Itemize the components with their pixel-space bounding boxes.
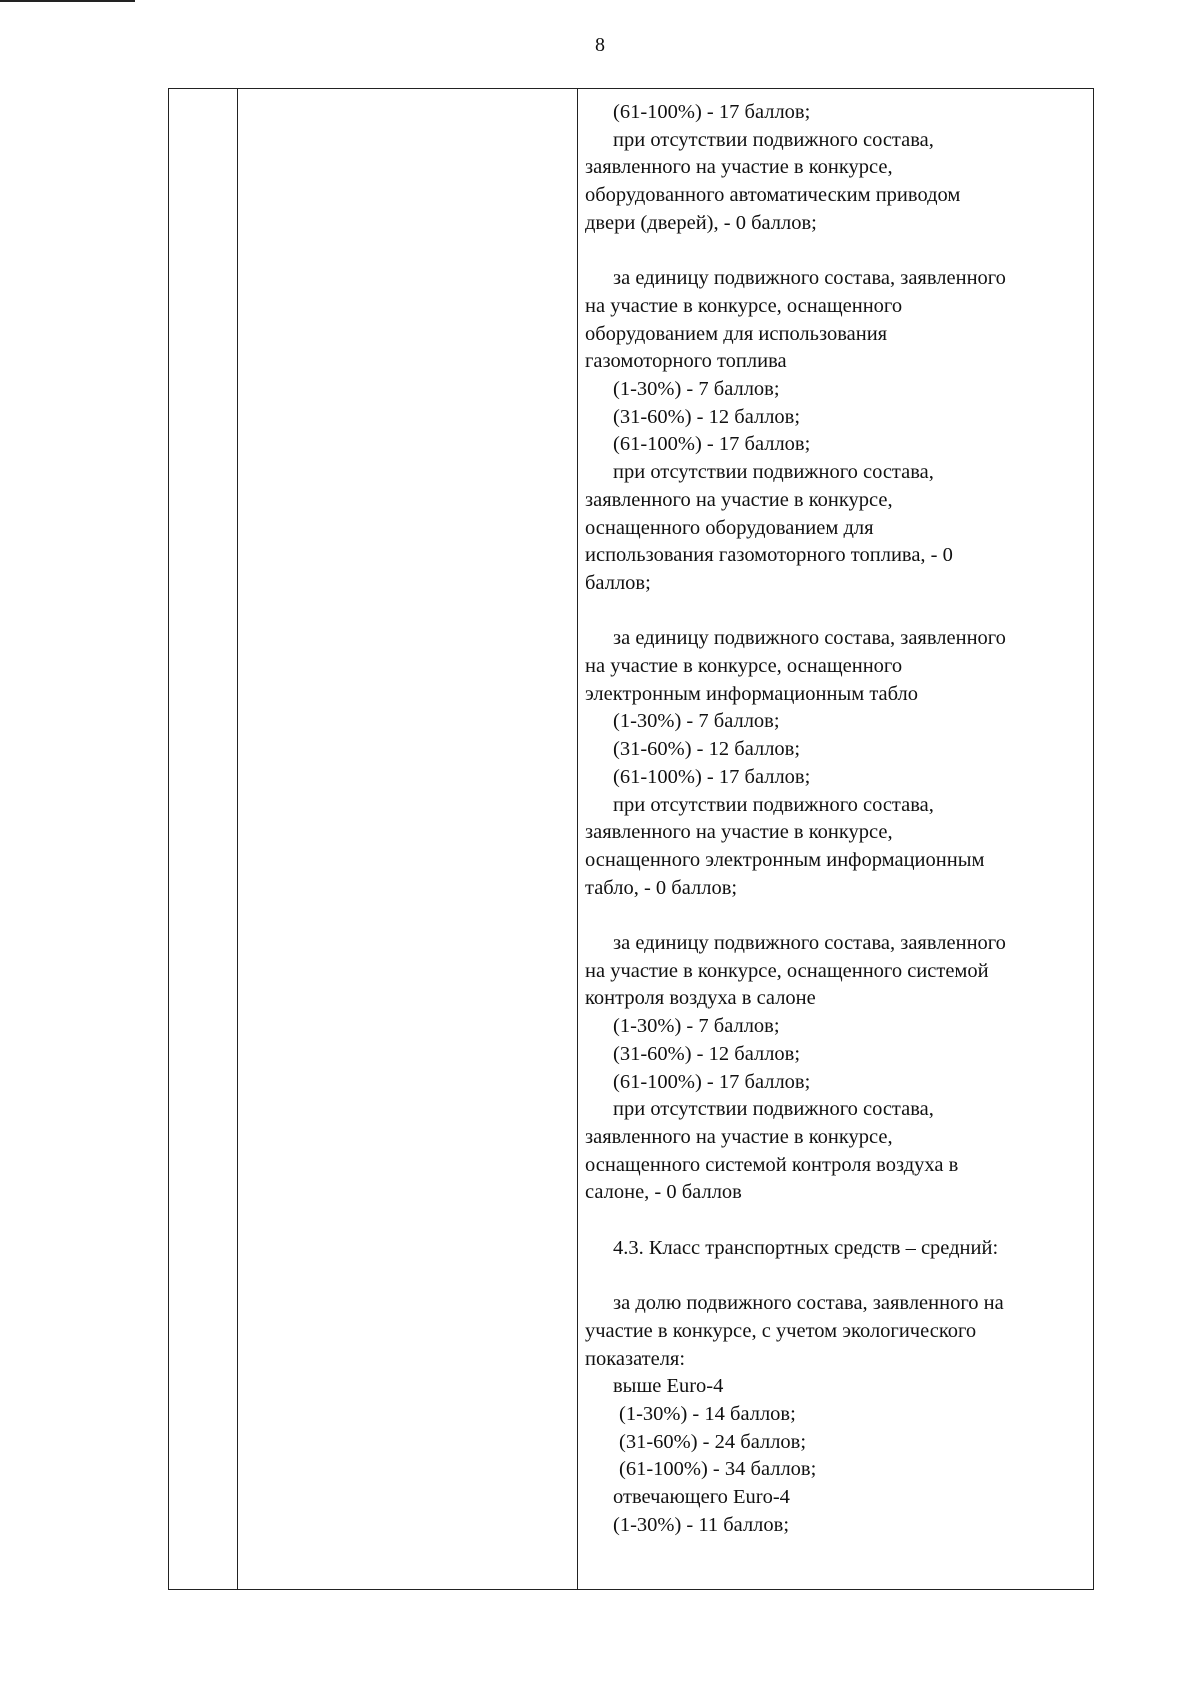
- text-line: при отсутствии подвижного состава,: [613, 793, 934, 816]
- text-line: (1-30%) - 7 баллов;: [613, 710, 780, 733]
- text-line: выше Euro-4: [613, 1375, 724, 1398]
- text-line: (31-60%) - 12 баллов;: [613, 405, 801, 428]
- text-line: (31-60%) - 24 баллов;: [619, 1430, 807, 1453]
- text-line: (31-60%) - 12 баллов;: [613, 1042, 801, 1065]
- text-line: заявленного на участие в конкурсе,: [585, 156, 893, 179]
- text-line: (1-30%) - 14 баллов;: [619, 1402, 796, 1425]
- text-line: салоне, - 0 баллов: [585, 1181, 742, 1204]
- text-line: оснащенного оборудованием для: [585, 516, 874, 539]
- text-line: (61-100%) - 17 баллов;: [613, 433, 811, 456]
- text-line: баллов;: [585, 571, 651, 594]
- text-line: (31-60%) - 12 баллов;: [613, 738, 801, 761]
- text-line: на участие в конкурсе, оснащенного: [585, 655, 903, 678]
- section-heading: 4.3. Класс транспортных средств – средний:: [613, 1236, 999, 1259]
- text-line: оснащенного системой контроля воздуха в: [585, 1153, 959, 1176]
- text-line: (1-30%) - 11 баллов;: [613, 1513, 790, 1536]
- text-line: оборудованием для использования: [585, 322, 888, 345]
- text-line: (1-30%) - 7 баллов;: [613, 378, 780, 401]
- text-line: контроля воздуха в салоне: [585, 987, 816, 1010]
- text-line: заявленного на участие в конкурсе,: [585, 1125, 893, 1148]
- text-line: двери (дверей), - 0 баллов;: [585, 211, 817, 234]
- page-number: 8: [595, 34, 605, 56]
- text-line: на участие в конкурсе, оснащенного системой: [585, 959, 989, 982]
- text-line: за единицу подвижного состава, заявленного: [613, 267, 1006, 290]
- text-line: отвечающего Euro-4: [613, 1486, 790, 1509]
- text-line: на участие в конкурсе, оснащенного: [585, 294, 903, 317]
- text-line: газомоторного топлива: [585, 350, 787, 373]
- text-line: при отсутствии подвижного состава,: [613, 128, 934, 151]
- text-line: за единицу подвижного состава, заявленного: [613, 627, 1006, 650]
- text-line: за единицу подвижного состава, заявленного: [613, 932, 1006, 955]
- text-line: табло, - 0 баллов;: [585, 876, 738, 899]
- text-line: заявленного на участие в конкурсе,: [585, 821, 893, 844]
- column-divider-2: [577, 89, 578, 1589]
- text-line: (61-100%) - 34 баллов;: [619, 1458, 817, 1481]
- column-divider-1: [237, 89, 238, 1589]
- text-line: (61-100%) - 17 баллов;: [613, 1070, 811, 1093]
- text-line: (61-100%) - 17 баллов;: [613, 101, 811, 123]
- text-line: электронным информационным табло: [585, 682, 919, 705]
- scan-corner-mark: [0, 0, 135, 2]
- text-line: при отсутствии подвижного состава,: [613, 461, 934, 484]
- criteria-cell: [585, 99, 1085, 1539]
- text-line: оснащенного электронным информационным: [585, 848, 985, 871]
- text-line: оборудованного автоматическим приводом: [585, 184, 961, 207]
- text-line: (61-100%) - 17 баллов;: [613, 765, 811, 788]
- criteria-table: [168, 88, 1094, 1590]
- text-line: показателя:: [585, 1347, 686, 1370]
- text-line: (1-30%) - 7 баллов;: [613, 1015, 780, 1038]
- text-line: использования газомоторного топлива, - 0: [585, 544, 953, 567]
- text-line: при отсутствии подвижного состава,: [613, 1098, 934, 1121]
- text-line: заявленного на участие в конкурсе,: [585, 488, 893, 511]
- text-line: за долю подвижного состава, заявленного на: [613, 1292, 1004, 1315]
- text-line: участие в конкурсе, с учетом экологического: [585, 1319, 977, 1342]
